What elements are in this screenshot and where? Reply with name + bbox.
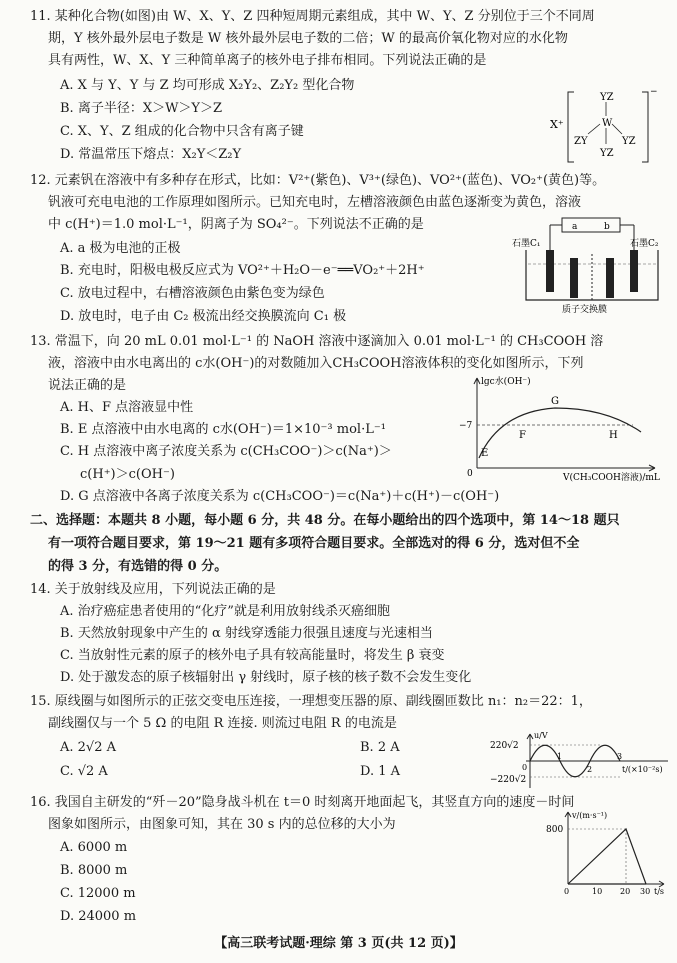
q15-tick-1: 1 — [557, 752, 563, 761]
q11-label-right: YZ — [622, 136, 636, 147]
q15-option-b: B. 2 A — [360, 740, 400, 755]
q13-point-e: E — [481, 448, 489, 459]
q15-tick-2: 2 — [587, 765, 593, 774]
q16-option-a: A. 6000 m — [60, 840, 128, 855]
q16-stem-line1: 16. 我国自主研发的“歼－20”隐身战斗机在 t＝0 时刻离开地面起飞，其竖直方向的速度－时间 — [30, 795, 575, 810]
q13-point-h: H — [609, 430, 618, 441]
q11-anion-charge: − — [650, 87, 658, 97]
q12-option-a: A. a 极为电池的正极 — [60, 241, 181, 256]
q16-vt-figure — [540, 808, 672, 896]
q15-option-c: C. √2 A — [60, 764, 108, 779]
q16-xtick-20: 20 — [620, 887, 631, 896]
section2-line1: 二、选择题：本题共 8 小题，每小题 6 分，共 48 分。在每小题给出的四个选项中，第 14～18 题只 — [30, 513, 620, 528]
q11-structure-figure — [548, 80, 658, 168]
q16-xtick-10: 10 — [592, 887, 603, 896]
q13-option-c-line1: C. H 点溶液中离子浓度关系为 c(CH₃COO⁻)＞c(Na⁺)＞ — [60, 444, 392, 459]
q16-stem-line2: 图象如图所示，由图象可知，其在 30 s 内的总位移的大小为 — [48, 817, 396, 832]
q16-xtick-0: 0 — [564, 887, 570, 896]
q13-option-b: B. E 点溶液中由水电离的 c水(OH⁻)＝1×10⁻³ mol·L⁻¹ — [60, 422, 386, 437]
q12-stem-line3: 中 c(H⁺)＝1.0 mol·L⁻¹，阴离子为 SO₄²⁻。下列说法不正确的是 — [48, 217, 424, 232]
q12-electrode-a-label: a — [572, 222, 578, 232]
q11-option-d: D. 常温常压下熔点：X₂Y＜Z₂Y — [60, 147, 242, 162]
q11-option-c: C. X、Y、Z 组成的化合物中只含有离子键 — [60, 124, 304, 139]
q15-option-d: D. 1 A — [360, 764, 401, 779]
q11-stem-line1: 11. 某种化合物(如图)由 W、X、Y、Z 四种短周期元素组成，其中 W、Y、Z 分别位于三个不同周 — [30, 9, 595, 24]
q11-option-b: B. 离子半径：X＞W＞Y＞Z — [60, 101, 223, 116]
q13-origin: 0 — [467, 469, 473, 479]
q16-xtick-30: 30 — [640, 887, 651, 896]
q13-y-axis-label: lgc水(OH⁻) — [481, 377, 531, 387]
q13-option-c-line2: c(H⁺)＞c(OH⁻) — [80, 467, 175, 482]
q13-option-d: D. G 点溶液中各离子浓度关系为 c(CH₃COO⁻)＝c(Na⁺)＋c(H⁺)－c(OH⁻) — [60, 489, 500, 504]
q16-option-d: D. 24000 m — [60, 909, 137, 924]
q16-option-b: B. 8000 m — [60, 863, 128, 878]
q12-stem-line2: 钒液可充电电池的工作原理如图所示。已知充电时，左槽溶液颜色由蓝色逐渐变为黄色，溶液 — [48, 195, 582, 210]
q15-sine-figure — [490, 728, 672, 792]
q15-trough-label: −220√2 — [490, 775, 527, 785]
section2-line2: 有一项符合题目要求，第 19～21 题有多项符合题目要求。全部选对的得 6 分，选对但不全 — [48, 536, 580, 551]
q13-stem-line1: 13. 常温下，向 20 mL 0.01 mol·L⁻¹ 的 NaOH 溶液中逐滴加入 0.01 mol·L⁻¹ 的 CH₃COOH 溶 — [30, 334, 604, 349]
q11-center-atom: W — [602, 118, 613, 129]
q14-stem: 14. 关于放射线及应用，下列说法正确的是 — [30, 582, 276, 597]
q15-stem-line1: 15. 原线圈与如图所示的正弦交变电压连接，一理想变压器的原、副线圈匝数比 n₁：n₂＝22：1， — [30, 694, 592, 709]
q12-right-electrode-label: 石墨C₂ — [630, 239, 659, 249]
q14-option-c: C. 当放射性元素的原子的核外电子具有较高能量时，将发生 β 衰变 — [60, 648, 445, 663]
q12-battery-figure — [512, 214, 672, 314]
q15-stem-line2: 副线圈仅与一个 5 Ω 的电阻 R 连接. 则流过电阻 R 的电流是 — [48, 716, 397, 731]
q12-electrode-b-label: b — [604, 222, 610, 232]
q15-peak-label: 220√2 — [490, 741, 519, 751]
q13-option-a: A. H、F 点溶液显中性 — [60, 400, 194, 415]
q16-y-axis-label: v/(m·s⁻¹) — [572, 811, 608, 820]
q13-x-axis-label: V(CH₃COOH溶液)/mL — [563, 473, 660, 482]
q15-x-axis-label: t/(×10⁻²s) — [622, 765, 663, 774]
q12-stem-line1: 12. 元素钒在溶液中有多种存在形式，比如：V²⁺(紫色)、V³⁺(绿色)、VO²⁺(蓝色)、VO₂⁺(黄色)等。 — [30, 173, 606, 188]
q13-stem-line2: 液，溶液中由水电离出的 c水(OH⁻)的对数随加入CH₃COOH溶液体积的变化如图所示，下列 — [48, 356, 584, 371]
q11-option-a: A. X 与 Y、Y 与 Z 均可形成 X₂Y₂、Z₂Y₂ 型化合物 — [60, 78, 355, 93]
q13-curve-figure — [455, 372, 665, 482]
q13-tick-minus7: −7 — [459, 421, 473, 431]
section2-line3: 的得 3 分，有选错的得 0 分。 — [48, 559, 228, 574]
q13-point-f: F — [519, 430, 526, 441]
q11-label-bottom: YZ — [600, 148, 614, 159]
page-footer: 【高三联考试题·理综 第 3 页(共 12 页)】 — [214, 936, 463, 951]
q13-stem-line3: 说法正确的是 — [48, 378, 127, 393]
q12-option-b: B. 充电时，阳极电极反应式为 VO²⁺＋H₂O－e⁻══VO₂⁺＋2H⁺ — [60, 263, 425, 278]
q16-option-c: C. 12000 m — [60, 886, 136, 901]
q14-option-b: B. 天然放射现象中产生的 α 射线穿透能力很强且速度与光速相当 — [60, 626, 433, 641]
q11-label-left: ZY — [574, 136, 588, 147]
q11-label-top: YZ — [600, 92, 614, 103]
q11-stem-line3: 具有两性，W、X、Y 三种简单离子的核外电子排布相同。下列说法正确的是 — [48, 53, 487, 68]
q16-ymax-label: 800 — [546, 825, 564, 835]
q15-y-axis-label: u/V — [534, 731, 548, 740]
q16-x-axis-label: t/s — [654, 887, 665, 896]
q12-option-d: D. 放电时，电子由 C₂ 极流出经交换膜流向 C₁ 极 — [60, 309, 347, 324]
q15-option-a: A. 2√2 A — [60, 740, 116, 755]
q15-tick-3: 3 — [617, 752, 623, 761]
q12-left-electrode-label: 石墨C₁ — [512, 239, 541, 249]
q11-stem-line2: 期，Y 核外最外层电子数是 W 核外最外层电子数的二倍；W 的最高价氧化物对应的水化物 — [48, 31, 568, 46]
q11-cation-label: X⁺ — [550, 118, 564, 131]
q14-option-d: D. 处于激发态的原子核辐射出 γ 射线时，原子核的核子数不会发生变化 — [60, 670, 472, 685]
q12-membrane-label: 质子交换膜 — [562, 305, 608, 314]
q15-origin: 0 — [522, 763, 528, 772]
q12-option-c: C. 放电过程中，右槽溶液颜色由紫色变为绿色 — [60, 286, 325, 301]
q14-option-a: A. 治疗癌症患者使用的“化疗”就是利用放射线杀灭癌细胞 — [60, 604, 390, 619]
q13-point-g: G — [551, 396, 559, 407]
